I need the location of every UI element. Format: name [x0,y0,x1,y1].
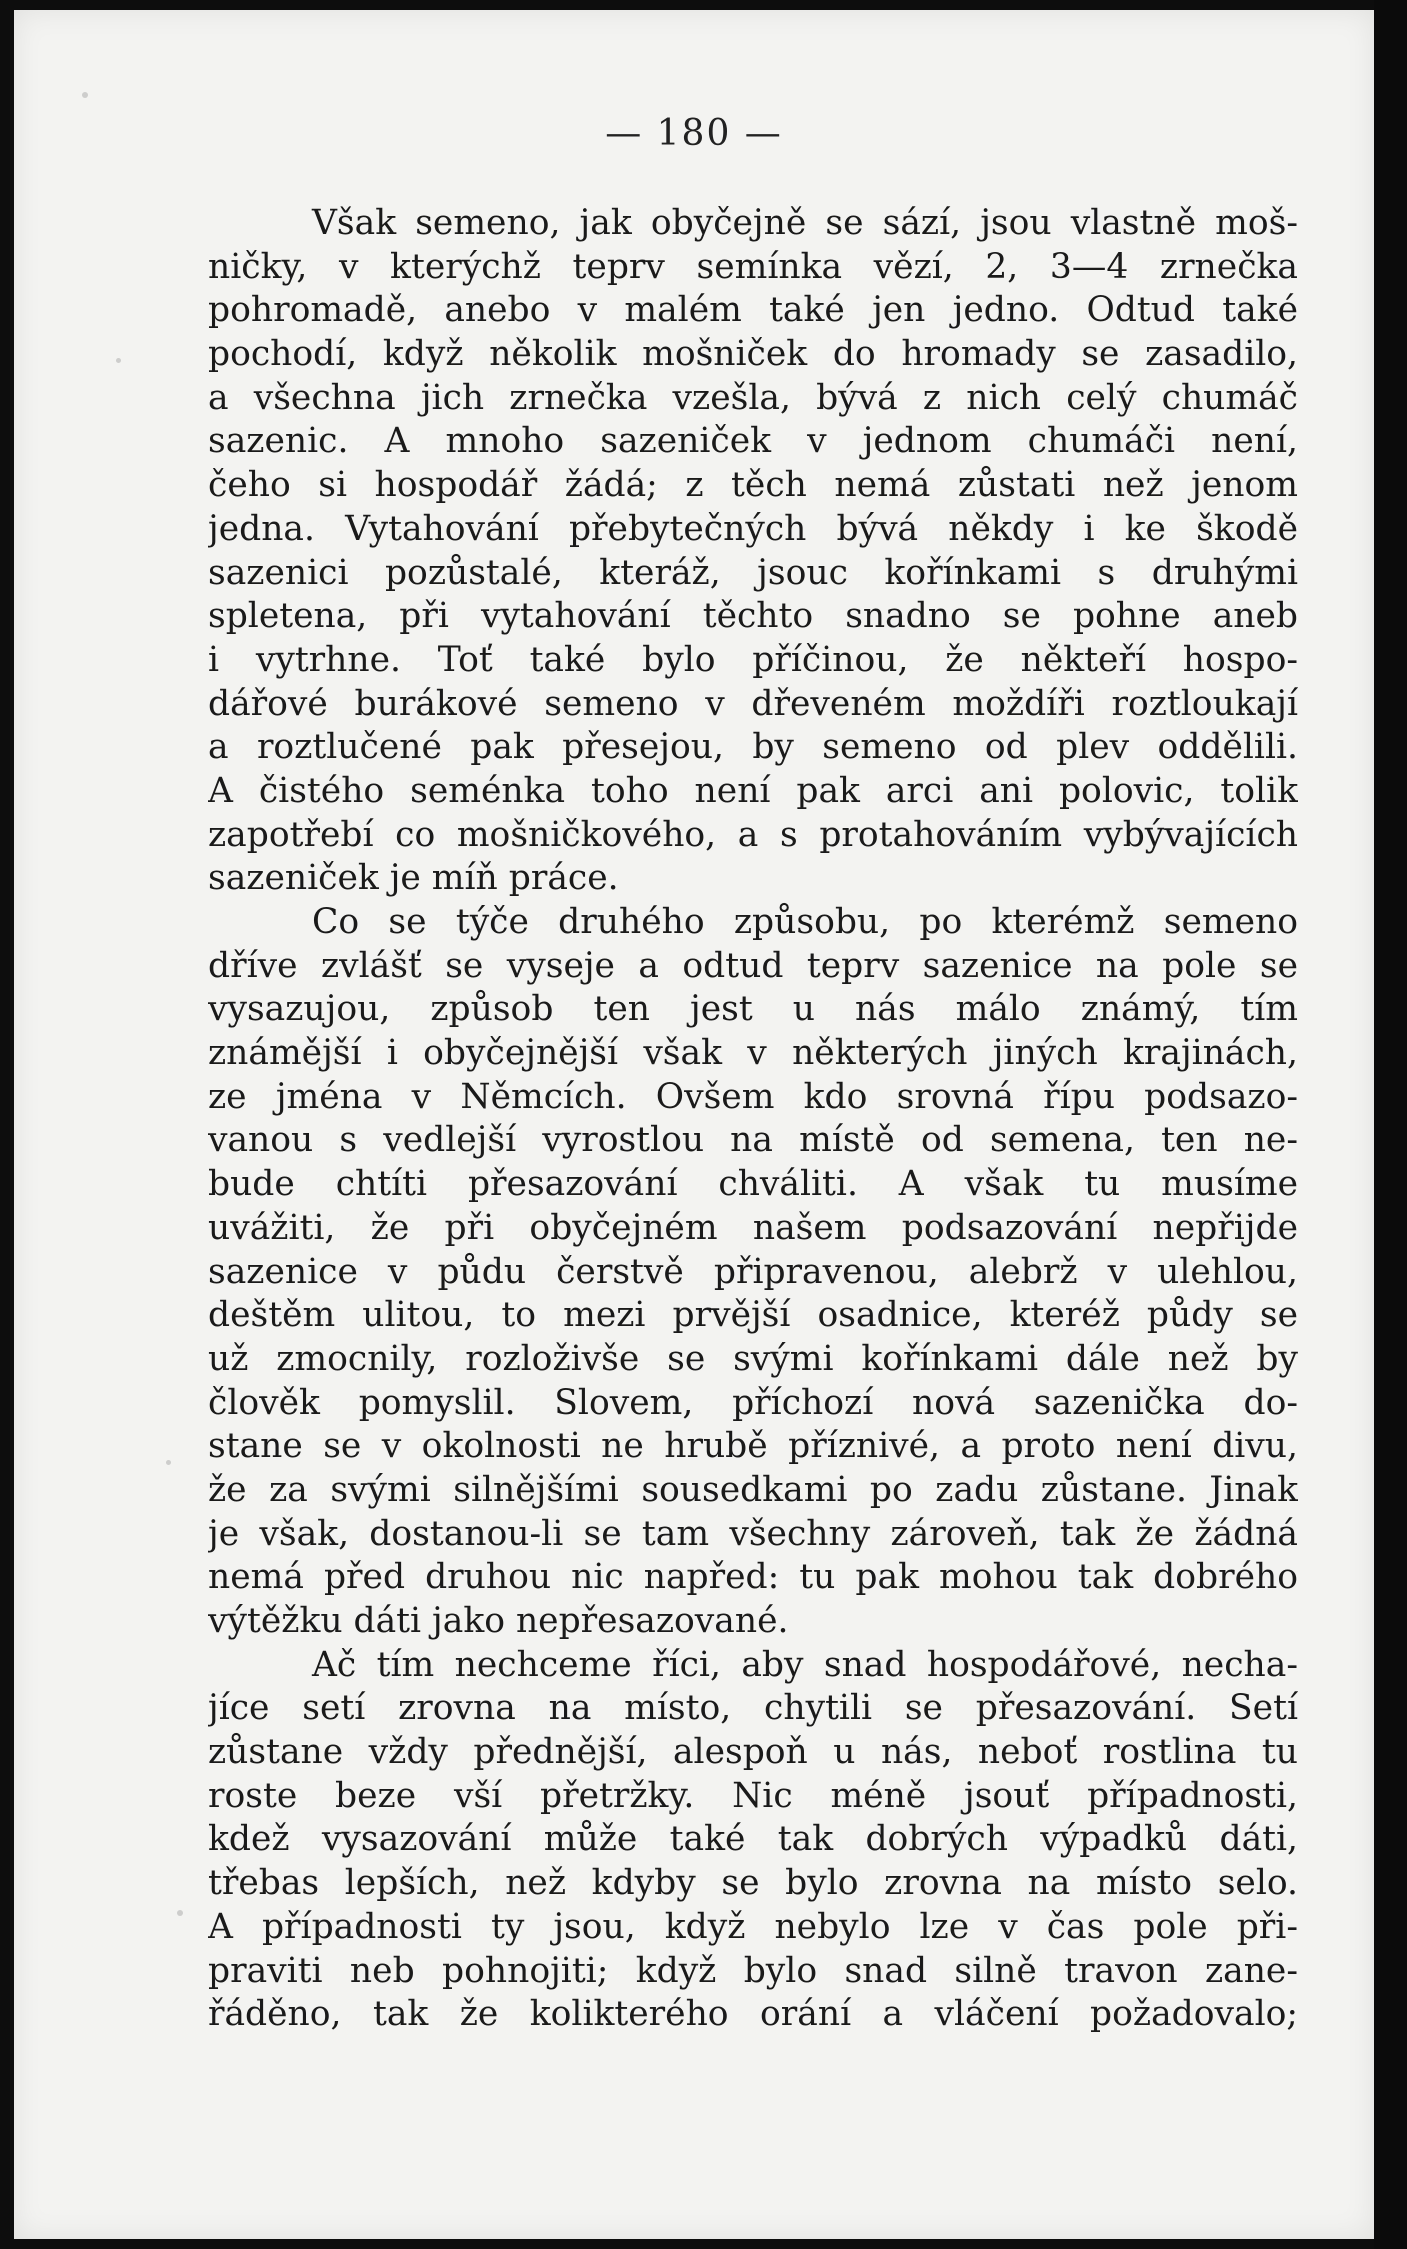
text-line: čeho si hospodář žádá; z těch nemá zůstati než jenom [208,465,1298,506]
paragraph-2 [208,901,1298,1644]
text-line: zůstane vždy přednější, alespoň u nás, neboť rostlina tu [208,1732,1298,1773]
text-line: praviti neb pohnojiti; když bylo snad silně travon zane- [208,1950,1298,1991]
text-line: spletena, při vytahování těchto snadno se pohne aneb [208,596,1298,637]
text-line: bude chtíti přesazování chváliti. A však tu musíme [208,1164,1298,1205]
text-line: uvážiti, že při obyčejném našem podsazování nepřijde [208,1207,1298,1248]
text-line: dříve zvlášť se vyseje a odtud teprv sazenice na pole se [208,945,1298,986]
text-line: jedna. Vytahování přebytečných bývá někdy i ke škodě [208,508,1298,549]
text-line: vysazujou, způsob ten jest u nás málo známý, tím [208,989,1298,1030]
text-line: roste beze vší přetržky. Nic méně jsouť případnosti, [208,1775,1298,1816]
ink-speck [166,1460,171,1465]
text-line: zapotřebí co mošničkového, a s protahováním vybývajících [208,814,1298,855]
text-line: A čistého seménka toho není pak arci ani polovic, tolik [208,770,1298,811]
text-line: pohromadě, anebo v malém také jen jedno. Odtud také [208,290,1298,331]
text-line: sazenici pozůstalé, kteráž, jsouc kořínkami s druhými [208,552,1298,593]
text-line: už zmocnily, rozloživše se svými kořínkami dále než by [208,1338,1298,1379]
text-line: i vytrhne. Toť také bylo příčinou, že někteří hospo- [208,639,1298,680]
paragraph-3 [208,1644,1298,2037]
scan-border [1374,0,1407,2249]
text-line: člověk pomyslil. Slovem, příchozí nová sazenička do- [208,1382,1298,1423]
text-line: pochodí, když několik mošniček do hromady se zasadilo, [208,334,1298,375]
text-line: jíce setí zrovna na místo, chytili se přesazování. Setí [208,1688,1298,1729]
text-line: je však, dostanou-li se tam všechny zároveň, tak že žádná [208,1513,1298,1554]
text-line: řáděno, tak že kolikterého orání a vláčení požadovalo; [208,1994,1298,2035]
text-line: Ač tím nechceme říci, aby snad hospodářové, necha- [312,1644,1298,1685]
text-line: že za svými silnějšími sousedkami po zadu zůstane. Jinak [208,1469,1298,1510]
text-line: třebas lepších, než kdyby se bylo zrovna na místo selo. [208,1863,1298,1904]
book-page [14,10,1374,2239]
ink-speck [82,92,88,98]
text-line: a roztlučené pak přesejou, by semeno od plev oddělili. [208,727,1298,768]
paragraph-1 [208,202,1298,901]
text-line: sazeniček je míň práce. [208,858,619,899]
text-line: nemá před druhou nic napřed: tu pak mohou tak dobrého [208,1557,1298,1598]
text-line: ze jména v Němcích. Ovšem kdo srovná řípu podsazo- [208,1076,1298,1117]
text-line: sazenic. A mnoho sazeniček v jednom chumáči není, [208,421,1298,462]
text-line: dářové burákové semeno v dřeveném moždíři roztloukají [208,683,1298,724]
text-line: vanou s vedlejší vyrostlou na místě od semena, ten ne- [208,1120,1298,1161]
text-line: a všechna jich zrnečka vzešla, bývá z nich celý chumáč [208,377,1298,418]
page-number: — 180 — [605,113,783,154]
text-line: sazenice v půdu čerstvě připravenou, alebrž v ulehlou, [208,1251,1298,1292]
text-line: A případnosti ty jsou, když nebylo lze v čas pole při- [208,1906,1298,1947]
text-line: stane se v okolnosti ne hrubě příznivé, a proto není divu, [208,1426,1298,1467]
text-line: kdež vysazování může také tak dobrých výpadků dáti, [208,1819,1298,1860]
text-line: ničky, v kterýchž teprv semínka vězí, 2, 3—4 zrnečka [208,246,1298,287]
text-line: výtěžku dáti jako nepřesazované. [208,1601,789,1641]
text-line: Však semeno, jak obyčejně se sází, jsou vlastně moš- [312,203,1298,243]
text-line: Co se týče druhého způsobu, po kterémž semeno [312,902,1298,942]
text-line: deštěm ulitou, to mezi prvější osadnice, kteréž půdy se [208,1295,1298,1336]
ink-speck [177,1910,183,1916]
ink-speck [116,358,121,363]
text-line: známější i obyčejnější však v některých jiných krajinách, [208,1033,1298,1074]
body-text [208,202,1298,2037]
